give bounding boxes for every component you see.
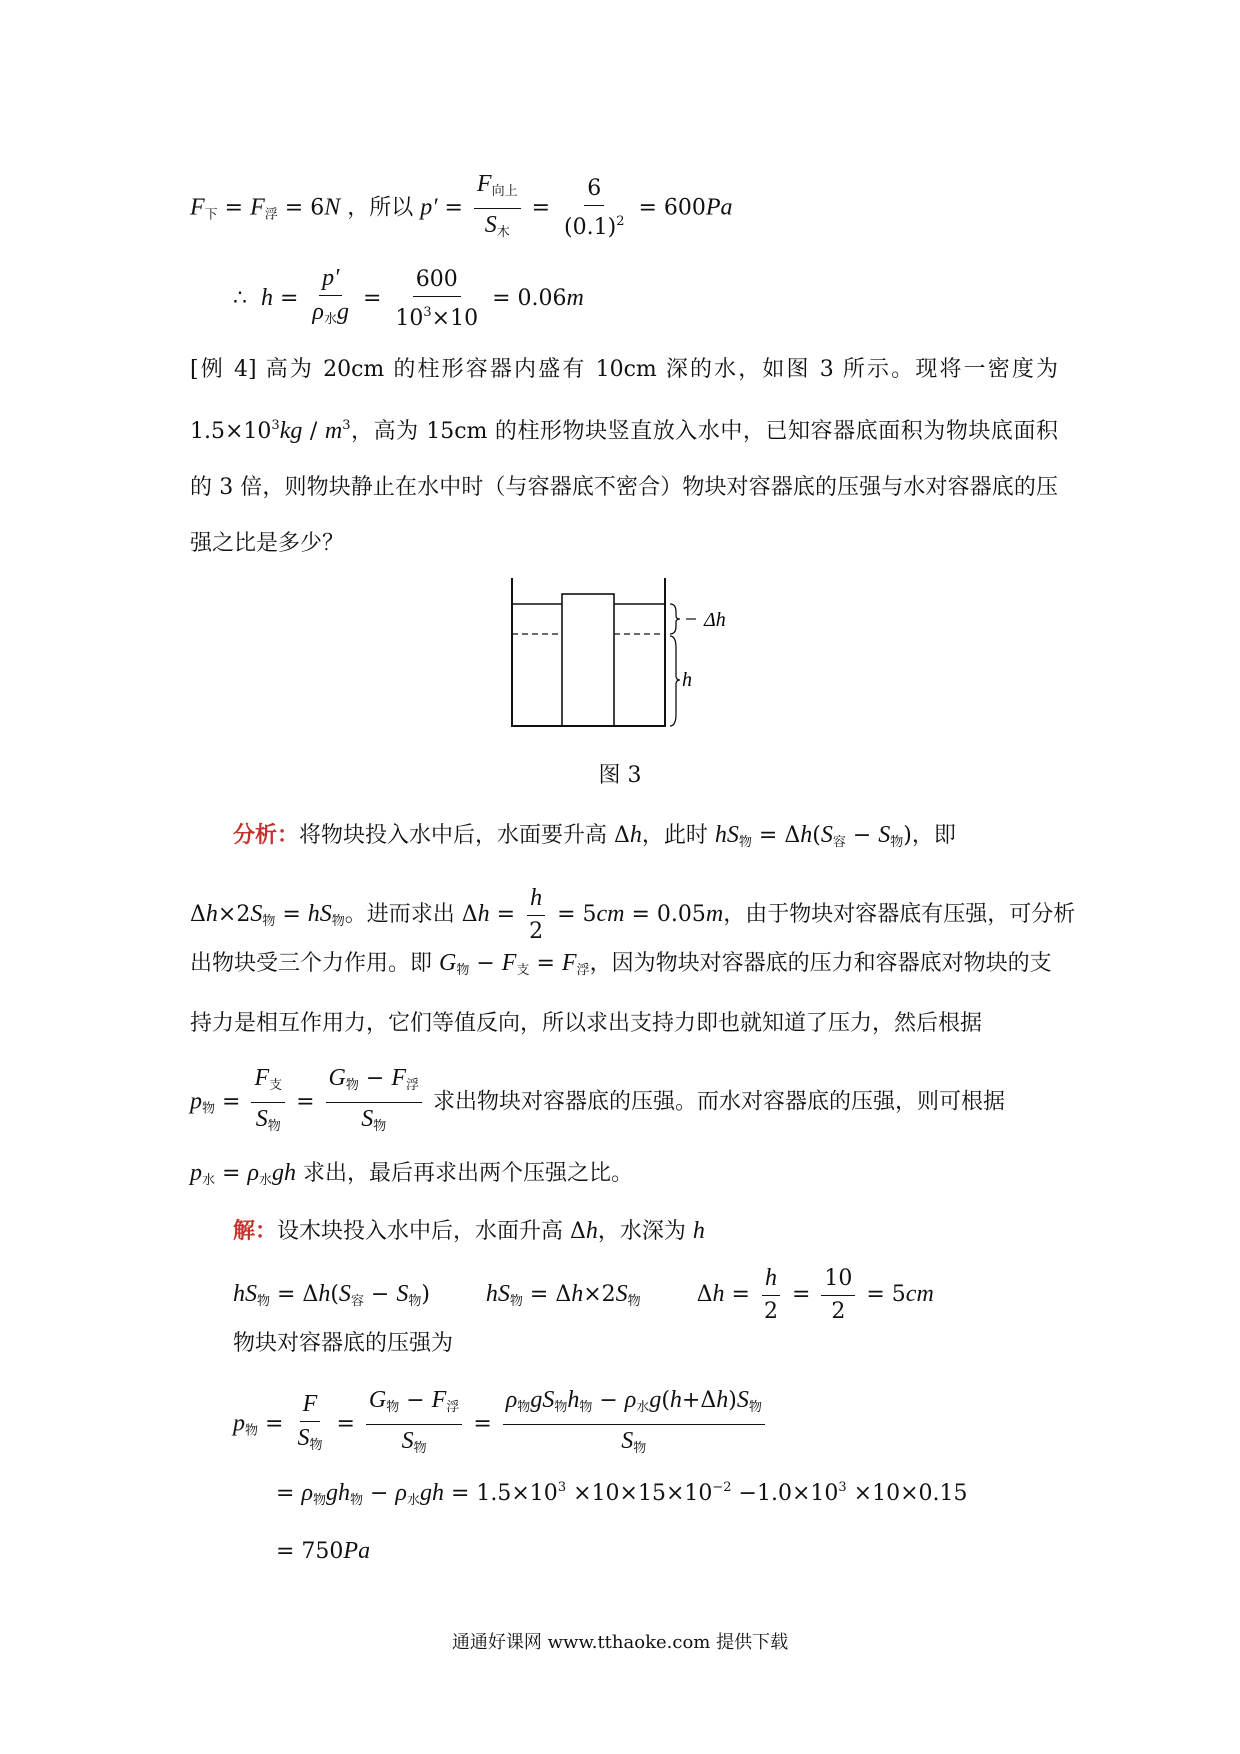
label-h: h: [682, 669, 692, 691]
container-outline: [512, 578, 665, 726]
brace-dh: [670, 604, 680, 634]
analysis-line-3: 出物块受三个力作用。即 $G_物 - F_支 = F_浮$，因为物块对容器底的压力和容器底对物块的支: [190, 950, 1052, 978]
analysis-line-1: 分析：将物块投入水中后，水面要升高 Δh，此时 $hS_物 = \Delta h(S_容 - S_物)$，即: [233, 822, 956, 850]
figure-caption: 图 3: [598, 763, 642, 788]
fraction: $\frac{F}{S_物}$: [294, 1388, 325, 1462]
fraction: $\frac{F_{向上}}{S_木}$: [474, 168, 521, 249]
fraction: $\frac{600}{10^3\times 10}$: [392, 264, 481, 335]
fraction: $\frac{h}{2}$: [761, 1262, 781, 1328]
block: [562, 594, 614, 726]
label-dh: Δh: [704, 609, 726, 631]
container-diagram: [500, 576, 760, 740]
brace-h: [670, 636, 680, 726]
container-svg: [500, 576, 760, 736]
analysis-line-5: $p_物$ = $\frac{F_支}{S_物}$ = $\frac{G_物 - F_浮}{S_物}$ 求出物块对容器底的压强。而水对容器底的压强，则可根据: [190, 1062, 1005, 1143]
fraction: $\frac{10}{2}$: [821, 1263, 855, 1328]
example-problem: [例 4] 高为 20cm 的柱形容器内盛有 10cm 深的水，如图 3 所示。现将一密度为 $1.5\times 10^3kg / m^3$，高为 15cm 的柱形物块竖直放入水中，已知容器底面积为物块底面积的 3 倍，则物块静止在水中时（与容器底不密合）物块对容器底的压强与水对容器底的压强之比是多少？: [190, 357, 1058, 556]
analysis-line-6: $p_水 = \rho_水gh$ 求出，最后再求出两个压强之比。: [190, 1160, 633, 1188]
analysis-line-4: 持力是相互作用力，它们等值反向，所以求出支持力即也就知道了压力，然后根据: [190, 1011, 983, 1036]
formula-line-2: ∴ h = $\frac{p'}{\rho_水g}$ = $\frac{600}{10^3\times 10}$ = 0.06m: [233, 262, 584, 336]
fraction: $\frac{F_支}{S_物}$: [251, 1062, 285, 1143]
pressure-formula: $p_物$ = $\frac{F}{S_物}$ = $\frac{G_物 - F_浮}{S_物}$ = $\frac{\rho_物gS_物h_物 - \rho_水g(h+\Delta h)S_物}{S_物}$: [233, 1384, 769, 1465]
fraction: $\frac{G_物 - F_浮}{S_物}$: [326, 1062, 422, 1143]
fraction: $\frac{\rho_物gS_物h_物 - \rho_水g(h+\Delta h)S_物}{S_物}$: [503, 1384, 765, 1465]
analysis-line-2: $\Delta h\times 2S_物 = hS_物$。进而求出 Δh = $\frac{h}{2}$ = 5cm = 0.05m，由于物块对容器底有压强，可分析: [190, 882, 1075, 948]
fraction: $\frac{h}{2}$: [526, 882, 546, 948]
solution-equations: $hS_物 = \Delta h(S_容 - S_物)$ $hS_物 = \Delta h\times 2S_物$ Δh = $\frac{h}{2}$ = $\frac{10}{2}$ = 5cm: [233, 1262, 934, 1328]
pressure-step-2: = $\rho_物gh_物 - \rho_水gh = 1.5\times 10^3 \times 10\times 15\times 10^{-2} -1.0\times 10^3 \times 10\times 0.15$: [276, 1480, 968, 1508]
pressure-step-3: = 750Pa: [276, 1538, 371, 1564]
fraction: $\frac{p'}{\rho_水g}$: [309, 262, 352, 336]
fraction: $\frac{G_物 - F_浮}{S_物}$: [366, 1384, 462, 1465]
solution-intro: 解：设木块投入水中后，水面升高 Δh，水深为 h: [233, 1218, 705, 1244]
formula-line-1: $F_下 = F_浮 = 6N$ ，所以 p′ = $\frac{F_{向上}}{S_木}$ = $\frac{6}{(0.1)^2}$ = 600Pa: [190, 168, 733, 249]
fraction: $\frac{6}{(0.1)^2}$: [561, 173, 627, 244]
page-footer: 通通好课网 www.tthaoke.com 提供下载: [451, 1632, 789, 1653]
pressure-intro: 物块对容器底的压强为: [233, 1331, 454, 1356]
